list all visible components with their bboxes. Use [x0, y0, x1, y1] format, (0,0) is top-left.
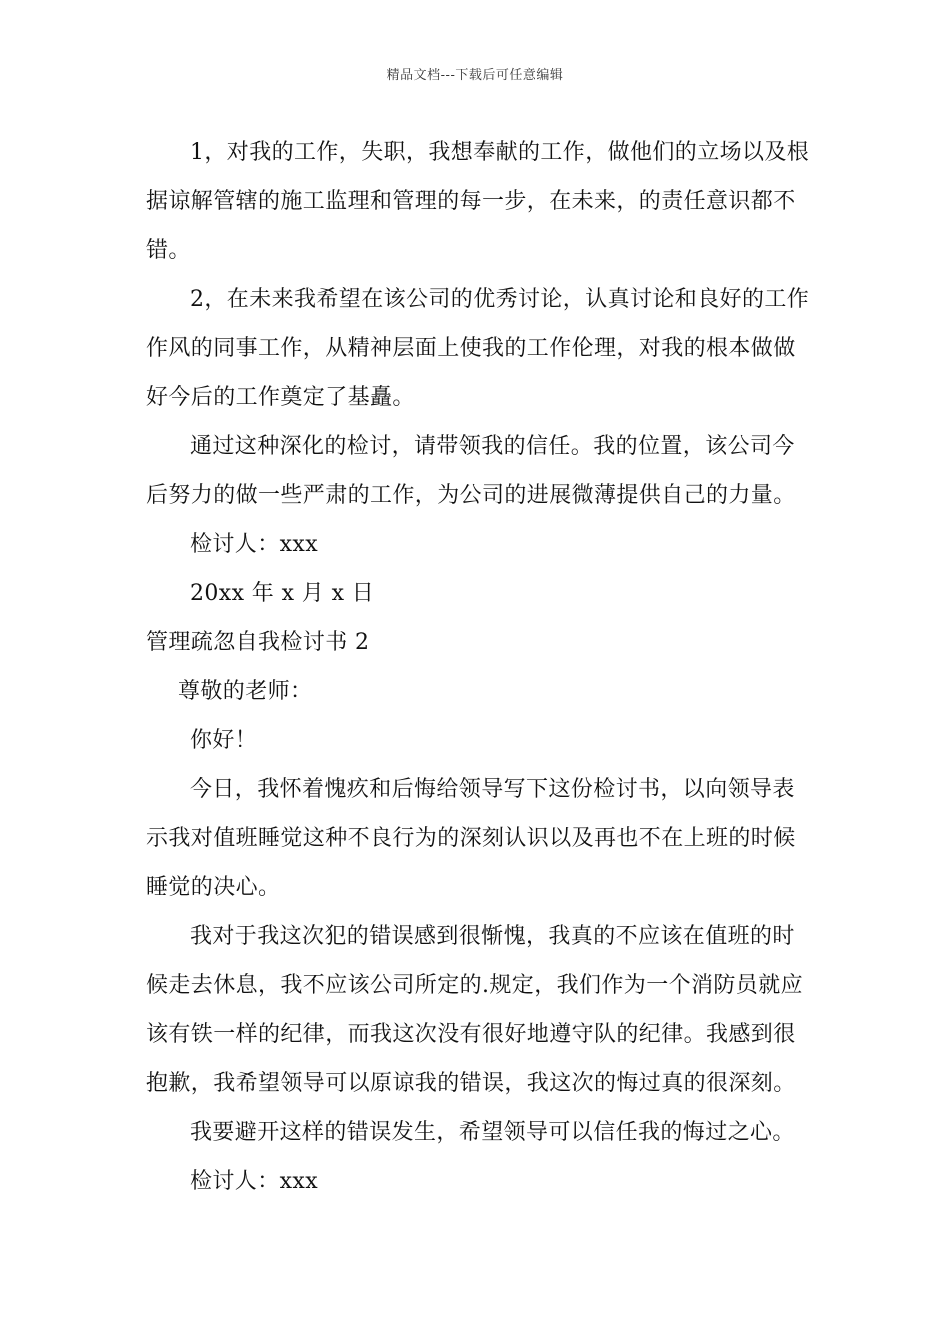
salutation: 尊敬的老师：	[178, 679, 313, 704]
paragraph-3: 通过这种深化的检讨，请带领我的信任。我的位置，该公司今后努力的做一些严肃的工作，为公司的进展微薄提供自己的力量。	[146, 434, 796, 508]
paragraph-2: 2，在未来我希望在该公司的优秀讨论，认真讨论和良好的工作作风的同事工作，从精神层面上使我的工作伦理，对我的根本做做好今后的工作奠定了基矗。	[146, 287, 810, 410]
paragraph-6: 我要避开这样的错误发生，希望领导可以信任我的悔过之心。	[190, 1120, 795, 1145]
paragraph-1: 1，对我的工作，失职，我想奉献的工作，做他们的立场以及根据谅解管辖的施工监理和管理的每一步，在未来，的责任意识都不错。	[146, 140, 810, 263]
signer-1: 检讨人：xxx	[190, 532, 319, 557]
paragraph-5: 我对于我这次犯的错误感到很惭愧，我真的不应该在值班的时候走去休息，我不应该公司所定的.规定，我们作为一个消防员就应该有铁一样的纪律，而我这次没有很好地遵守队的纪律。我感到很抱歉，我希望领导可以原谅我的错误，我这次的悔过真的很深刻。	[146, 924, 803, 1096]
paragraph-4: 今日，我怀着愧疚和后悔给领导写下这份检讨书，以向领导表示我对值班睡觉这种不良行为的深刻认识以及再也不在上班的时候睡觉的决心。	[146, 777, 796, 900]
signer-2: 检讨人：xxx	[190, 1169, 319, 1194]
document-body	[146, 128, 810, 1206]
section-title-2: 管理疏忽自我检讨书 2	[146, 630, 370, 655]
page-header: 精品文档---下载后可任意编辑	[386, 68, 564, 83]
greeting: 你好！	[190, 728, 258, 753]
date-1: 20xx 年 x 月 x 日	[190, 581, 375, 606]
